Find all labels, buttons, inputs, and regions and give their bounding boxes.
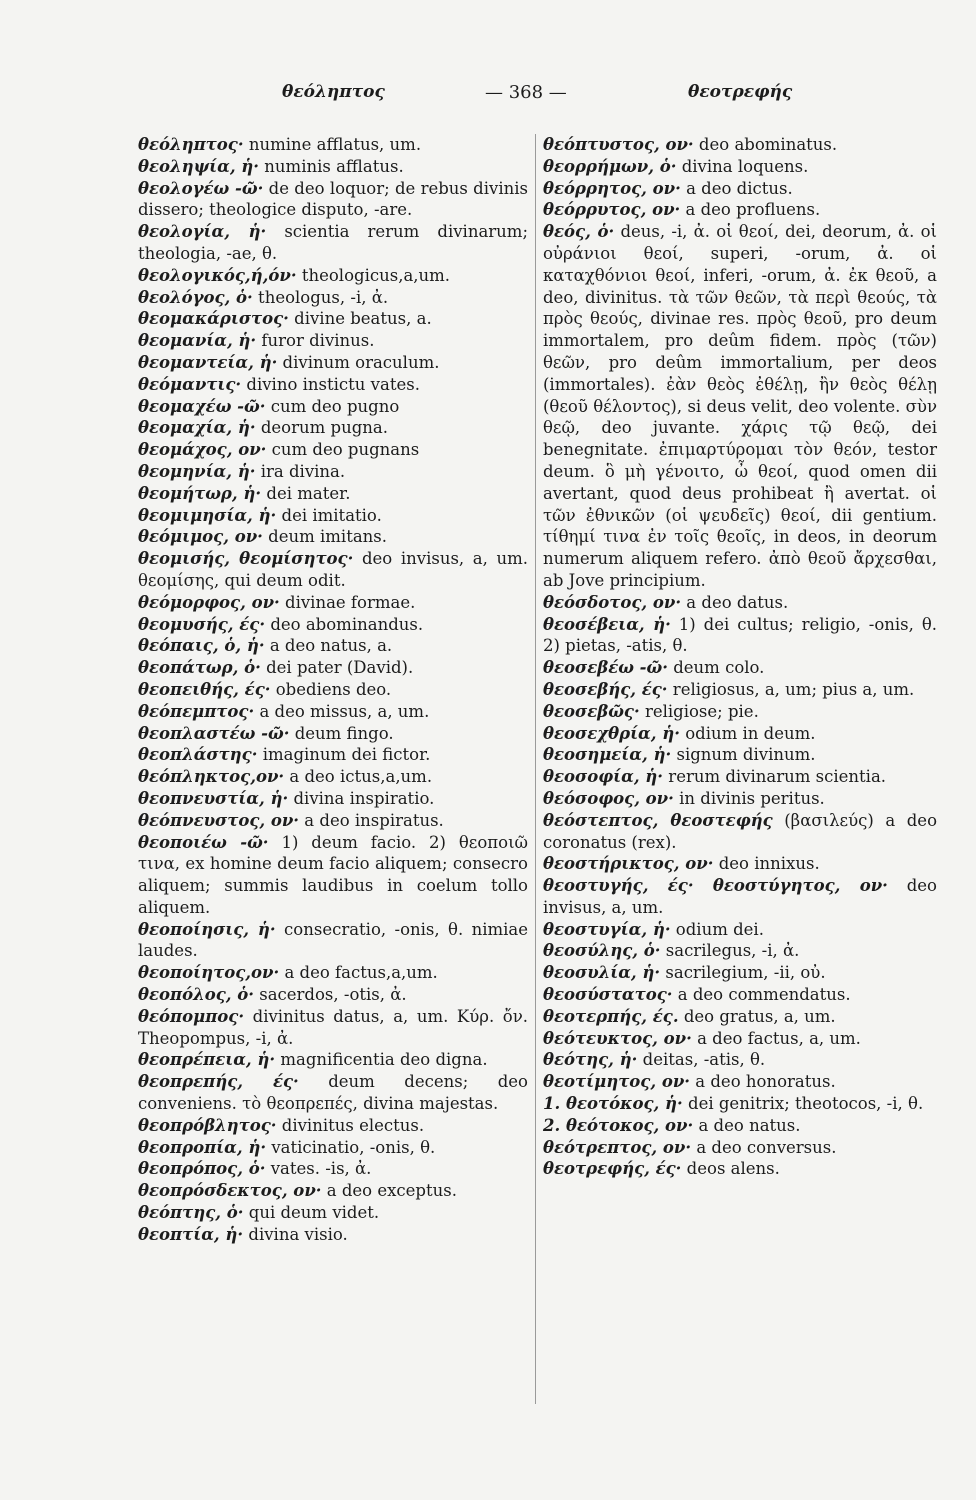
- dictionary-entry: [543, 1049, 937, 1071]
- entry-headword: θεοπλάστης·: [138, 745, 258, 765]
- entry-headword: θεόπληκτος,ον·: [138, 767, 285, 787]
- entry-definition: consecratio, -onis, θ. nimiae laudes.: [138, 919, 528, 961]
- entry-headword: θεότρεπτος, ον·: [543, 1137, 692, 1157]
- dictionary-entry: [543, 788, 937, 810]
- entry-definition: de deo loquor; de rebus divinis dissero; theologice disputo, -are.: [138, 178, 528, 220]
- dictionary-entry: [138, 1071, 528, 1115]
- entry-definition: a deo natus.: [693, 1115, 801, 1135]
- column-divider: [535, 134, 536, 1404]
- dictionary-entry: [138, 766, 528, 788]
- dictionary-entry: [543, 679, 937, 701]
- entry-definition: deo innixus.: [713, 854, 820, 874]
- entry-headword: θεοποίητος,ον·: [138, 963, 280, 983]
- entry-definition: sacerdos, -otis, ἀ.: [253, 985, 407, 1005]
- entry-definition: deum colo.: [667, 658, 765, 678]
- entry-headword: θεόρρητος, ον·: [543, 178, 681, 198]
- dictionary-entry: [138, 178, 528, 222]
- entry-headword: θεοτίμητος, ον·: [543, 1072, 691, 1092]
- entry-definition: in divinis peritus.: [673, 788, 825, 808]
- entry-headword: θεοπρεπής, ές·: [138, 1072, 299, 1092]
- entry-headword: θεόπαις, ὁ, ἡ·: [138, 636, 265, 656]
- entry-headword: θεομισής, θεομίσητος·: [138, 549, 354, 569]
- entry-headword: θεοπάτωρ, ὁ·: [138, 658, 261, 678]
- dictionary-entry: [543, 657, 937, 679]
- entry-definition: vaticinatio, -onis, θ.: [266, 1137, 436, 1157]
- right-column: [543, 134, 937, 1180]
- dictionary-entry: [543, 178, 937, 200]
- entry-definition: deitas, -atis, θ.: [637, 1050, 766, 1070]
- dictionary-entry: [543, 1158, 937, 1180]
- dictionary-entry: [138, 396, 528, 418]
- entry-definition: furor divinus.: [256, 331, 375, 351]
- dictionary-entry: [543, 156, 937, 178]
- dictionary-entry: [138, 984, 528, 1006]
- entry-headword: θεολογικός,ή,όν·: [138, 265, 297, 285]
- dictionary-entry: [138, 744, 528, 766]
- entry-definition: deum fingo.: [289, 723, 394, 743]
- entry-definition: dei mater.: [261, 483, 351, 503]
- entry-headword: θεοστυγής, ές· θεοστύγητος, ον·: [543, 876, 888, 896]
- dictionary-entry: [138, 919, 528, 963]
- entry-headword: θεομανία, ἡ·: [138, 331, 257, 351]
- entry-headword: θεομήτωρ, ἡ·: [138, 483, 262, 503]
- entry-headword: θεολογέω -ῶ·: [138, 178, 264, 198]
- entry-headword: θεοσεβῶς·: [543, 701, 640, 721]
- entry-headword: θεοπρόσδεκτος, ον·: [138, 1181, 322, 1201]
- running-header: [140, 82, 860, 112]
- entry-headword: θεοπνευστία, ἡ·: [138, 788, 289, 808]
- entry-headword: θεοτρεφής, ές·: [543, 1159, 682, 1179]
- dictionary-entry: [543, 766, 937, 788]
- entry-headword: θεοσύστατος·: [543, 985, 673, 1005]
- entry-headword: θεομάχος, ον·: [138, 440, 267, 460]
- dictionary-entry: [138, 1180, 528, 1202]
- dictionary-entry: [543, 984, 937, 1006]
- entry-headword: 2. θεότοκος, ον·: [543, 1115, 694, 1135]
- entry-definition: deo abominatus.: [693, 135, 838, 154]
- entry-definition: religiose; pie.: [639, 701, 759, 721]
- entry-headword: θεόπτυστος, ον·: [543, 135, 694, 154]
- dictionary-entry: [138, 308, 528, 330]
- entry-definition: divinitus datus, a, um. Κύρ. ὄν. Theopompus, -i, ἀ.: [138, 1006, 528, 1048]
- dictionary-entry: [138, 483, 528, 505]
- dictionary-entry: [543, 1071, 937, 1093]
- left-column: [138, 134, 528, 1246]
- entry-definition: divinitus electus.: [276, 1115, 425, 1135]
- entry-definition: sacrilegium, -ii, οὐ.: [660, 963, 826, 983]
- entry-definition: scientia rerum divinarum; theologia, -ae, θ.: [138, 222, 529, 263]
- entry-definition: sacrilegus, -i, ἀ.: [660, 941, 800, 961]
- entry-headword: θεοπτία, ἡ·: [138, 1224, 244, 1244]
- entry-definition: a deo profluens.: [680, 200, 821, 220]
- entry-definition: deo gratus, a, um.: [678, 1006, 836, 1026]
- entry-definition: divinum oraculum.: [277, 352, 440, 372]
- dictionary-entry: [543, 1006, 937, 1028]
- entry-headword: θεόμιμος, ον·: [138, 527, 263, 547]
- entry-definition: cum deo pugno: [265, 396, 400, 416]
- dictionary-entry: [138, 679, 528, 701]
- dictionary-entry: [138, 505, 528, 527]
- entry-headword: θεοσυλία, ἡ·: [543, 963, 661, 983]
- entry-definition: divinae formae.: [279, 592, 416, 612]
- dictionary-entry: [138, 614, 528, 636]
- entry-headword: θεομηνία, ἡ·: [138, 461, 256, 481]
- entry-headword: θεοσεβής, ές·: [543, 679, 668, 699]
- entry-headword: θεομυσής, ές·: [138, 614, 266, 634]
- dictionary-entry: [543, 614, 937, 658]
- entry-definition: 1) deum facio. 2) θεοποιῶ τινα, ex homine deum facio aliquem; consecro aliquem; summis laudibus in coelum tollo aliquem.: [138, 832, 528, 917]
- entry-definition: deo abominandus.: [265, 614, 424, 634]
- header-right-guideword: θεοτρεφής: [688, 82, 793, 102]
- entry-definition: divina loquens.: [676, 156, 809, 176]
- entry-headword: θεόπομπος·: [138, 1006, 245, 1026]
- dictionary-entry: [543, 810, 937, 854]
- dictionary-entry: [138, 439, 528, 461]
- dictionary-entry: [543, 221, 937, 592]
- entry-definition: divino instictu vates.: [241, 374, 420, 394]
- entry-definition: numinis afflatus.: [259, 156, 404, 176]
- entry-definition: rerum divinarum scientia.: [663, 767, 887, 787]
- dictionary-entry: [138, 788, 528, 810]
- dictionary-entry: [138, 1049, 528, 1071]
- dictionary-entry: [543, 1093, 937, 1115]
- entry-definition: a deo inspiratus.: [299, 810, 444, 830]
- dictionary-entry: [138, 635, 528, 657]
- dictionary-entry: [138, 548, 528, 592]
- entry-definition: deum decens; deo conveniens. τὸ θεοπρεπές, divina majestas.: [138, 1072, 528, 1114]
- entry-definition: deorum pugna.: [255, 418, 388, 438]
- entry-definition: deus, -i, ἀ. οἱ θεοί, dei, deorum, ἀ. οἱ οὐράνιοι θεοί, superi, -orum, ἀ. οἱ καταχθόνιοι θεοί, inferi, -orum, ἀ. ἐκ θεοῦ, a deo, divinitus. τὰ τῶν θεῶν, τὰ περὶ θεούς, τὰ πρὸς θεούς, divinae res. πρὸς θεοῦ, pro deum immortalem, pro deûm fidem. πρὸς (τῶν) θεῶν, pro deûm immortalium, per deos (immortales). ἐὰν θεὸς ἐθέλῃ, ἢν θεὸς θέλῃ (θεοῦ θέλοντος), si deus velit, deo volente. σὺν θεῷ, deo juvante. χάρις τῷ θεῷ, dei benegnitate. ἐπιμαρτύρομαι τὸν θεόν, testor deum. ὃ μὴ γένοιτο, ὦ θεοί, quod omen dii avertant, quod deus prohibeat ἢ avertat. οἱ τῶν ἐθνικῶν (οἱ ψευδεῖς) θεοί, dii gentium. τίθημί τινα ἐν τοῖς θεοῖς, in deos, in deorum numerum aliquem refero. ἀπὸ θεοῦ ἄρχεσθαι, ab Jove principium.: [543, 222, 937, 590]
- dictionary-entry: [138, 701, 528, 723]
- dictionary-entry: [138, 1158, 528, 1180]
- dictionary-entry: [543, 962, 937, 984]
- dictionary-entry: [543, 1115, 937, 1137]
- entry-definition: a deo ictus,a,um.: [284, 767, 433, 787]
- entry-definition: theologus, -i, ἀ.: [252, 287, 389, 307]
- entry-definition: a deo datus.: [681, 592, 789, 612]
- entry-definition: a deo factus,a,um.: [279, 963, 438, 983]
- entry-headword: θεοσημεία, ἡ·: [543, 745, 672, 765]
- entry-definition: divine beatus, a.: [288, 309, 432, 329]
- header-left-guideword: θεόληπτος: [282, 82, 385, 102]
- dictionary-entry: [138, 461, 528, 483]
- entry-headword: θεότευκτος, ον·: [543, 1028, 692, 1048]
- dictionary-entry: [138, 1115, 528, 1137]
- entry-definition: obediens deo.: [270, 679, 392, 699]
- entry-definition: a deo factus, a, um.: [691, 1028, 861, 1048]
- entry-headword: θεόμαντις·: [138, 374, 242, 394]
- entry-headword: θεόπνευστος, ον·: [138, 810, 300, 830]
- dictionary-entry: [138, 1137, 528, 1159]
- dictionary-entry: [138, 657, 528, 679]
- dictionary-entry: [543, 723, 937, 745]
- entry-headword: θεόπτης, ὁ·: [138, 1203, 244, 1223]
- dictionary-entry: [543, 134, 937, 156]
- entry-headword: θεός, ὁ·: [543, 222, 615, 242]
- dictionary-entry: [138, 221, 528, 265]
- dictionary-entry: [138, 962, 528, 984]
- entry-definition: signum divinum.: [671, 745, 816, 765]
- dictionary-entry: [543, 199, 937, 221]
- dictionary-entry: [138, 156, 528, 178]
- entry-headword: θεοπροπία, ἡ·: [138, 1137, 267, 1157]
- entry-headword: θεοληψία, ἡ·: [138, 156, 260, 176]
- entry-headword: θεότης, ἡ·: [543, 1050, 638, 1070]
- entry-headword: θεοπειθής, ές·: [138, 679, 271, 699]
- entry-headword: θεοτερπής, ές.: [543, 1006, 679, 1026]
- entry-definition: a deo natus, a.: [264, 636, 393, 656]
- entry-headword: θεόληπτος·: [138, 135, 244, 154]
- dictionary-entry: [543, 592, 937, 614]
- entry-definition: deo invisus, a, um. θεομίσης, qui deum odit.: [138, 549, 528, 590]
- dictionary-entry: [138, 417, 528, 439]
- entry-headword: θεοστυγία, ἡ·: [543, 919, 671, 939]
- dictionary-entry: [138, 810, 528, 832]
- dictionary-entry: [138, 832, 528, 919]
- dictionary-entry: [138, 134, 528, 156]
- dictionary-entry: [543, 1028, 937, 1050]
- entry-definition: 1) dei cultus; religio, -onis, θ. 2) pietas, -atis, θ.: [543, 614, 938, 656]
- entry-headword: θεοποιέω -ῶ·: [138, 832, 269, 852]
- entry-definition: theologicus,a,um.: [296, 265, 451, 285]
- entry-definition: vates. -is, ἀ.: [265, 1159, 372, 1179]
- entry-definition: qui deum videt.: [243, 1203, 380, 1223]
- entry-definition: a deo dictus.: [680, 178, 793, 198]
- entry-definition: odium in deum.: [679, 723, 816, 743]
- entry-headword: θεόπεμπτος·: [138, 701, 255, 721]
- entry-definition: numine afflatus, um.: [243, 135, 422, 154]
- entry-definition: (βασιλεύς) a deo coronatus (rex).: [543, 810, 937, 852]
- entry-headword: θεορρήμων, ὁ·: [543, 156, 677, 176]
- entry-definition: a deo conversus.: [691, 1137, 837, 1157]
- entry-headword: θεομαχία, ἡ·: [138, 418, 256, 438]
- page-number: — 368 —: [485, 82, 567, 103]
- entry-headword: θεοπόλος, ὁ·: [138, 985, 254, 1005]
- entry-headword: θεοστήρικτος, ον·: [543, 854, 714, 874]
- entry-definition: a deo missus, a, um.: [254, 701, 430, 721]
- entry-headword: θεοπρόπος, ὁ·: [138, 1159, 266, 1179]
- entry-headword: θεοσοφία, ἡ·: [543, 767, 664, 787]
- entry-definition: a deo commendatus.: [672, 985, 851, 1005]
- dictionary-entry: [138, 287, 528, 309]
- entry-definition: dei genitrix; theotocos, -i, θ.: [682, 1094, 924, 1114]
- entry-definition: deo invisus, a, um.: [543, 876, 937, 917]
- entry-definition: a deo honoratus.: [690, 1072, 836, 1092]
- dictionary-entry: [543, 940, 937, 962]
- dictionary-entry: [138, 592, 528, 614]
- dictionary-entry: [543, 875, 937, 919]
- dictionary-entry: [543, 701, 937, 723]
- entry-headword: θεομιμησία, ἡ·: [138, 505, 277, 525]
- entry-headword: θεοσύλης, ὁ·: [543, 941, 661, 961]
- entry-headword: θεοπλαστέω -ῶ·: [138, 723, 290, 743]
- entry-headword: θεοσέβεια, ἡ·: [543, 614, 671, 634]
- entry-headword: θεόμορφος, ον·: [138, 592, 280, 612]
- entry-headword: θεολόγος, ὁ·: [138, 287, 253, 307]
- entry-headword: θεοπρόβλητος·: [138, 1115, 277, 1135]
- entry-definition: deum imitans.: [262, 527, 388, 547]
- entry-definition: religiosus, a, um; pius a, um.: [667, 679, 915, 699]
- dictionary-entry: [138, 330, 528, 352]
- entry-definition: odium dei.: [670, 919, 764, 939]
- dictionary-entry: [138, 526, 528, 548]
- entry-definition: divina visio.: [243, 1224, 348, 1244]
- entry-headword: θεοπρέπεια, ἡ·: [138, 1050, 276, 1070]
- entry-definition: dei pater (David).: [260, 658, 414, 678]
- dictionary-entry: [138, 352, 528, 374]
- entry-headword: 1. θεοτόκος, ἡ·: [543, 1094, 683, 1114]
- entry-definition: magnificentia deo digna.: [275, 1050, 488, 1070]
- entry-definition: imaginum dei fictor.: [257, 745, 431, 765]
- dictionary-entry: [543, 853, 937, 875]
- dictionary-entry: [138, 723, 528, 745]
- entry-headword: θεόσοφος, ον·: [543, 788, 674, 808]
- dictionary-entry: [543, 919, 937, 941]
- dictionary-entry: [138, 1006, 528, 1050]
- entry-headword: θεοποίησις, ἡ·: [138, 919, 276, 939]
- entry-headword: θεόστεπτος, θεοστεφής: [543, 810, 773, 830]
- entry-headword: θεοσεχθρία, ἡ·: [543, 723, 680, 743]
- entry-headword: θεοσεβέω -ῶ·: [543, 658, 668, 678]
- entry-definition: cum deo pugnans: [266, 440, 420, 460]
- entry-headword: θεομαντεία, ἡ·: [138, 352, 278, 372]
- dictionary-entry: [543, 744, 937, 766]
- entry-headword: θεόσδοτος, ον·: [543, 592, 682, 612]
- dictionary-entry: [543, 1137, 937, 1159]
- dictionary-entry: [138, 374, 528, 396]
- entry-headword: θεομαχέω -ῶ·: [138, 396, 266, 416]
- entry-headword: θεομακάριστος·: [138, 309, 289, 329]
- dictionary-entry: [138, 265, 528, 287]
- entry-definition: ira divina.: [255, 461, 346, 481]
- entry-definition: a deo exceptus.: [321, 1181, 457, 1201]
- entry-definition: deos alens.: [681, 1159, 780, 1179]
- entry-definition: dei imitatio.: [276, 505, 382, 525]
- entry-headword: θεόρρυτος, ον·: [543, 200, 681, 220]
- dictionary-entry: [138, 1202, 528, 1224]
- entry-headword: θεολογία, ἡ·: [138, 222, 267, 242]
- dictionary-entry: [138, 1224, 528, 1246]
- entry-definition: divina inspiratio.: [288, 788, 435, 808]
